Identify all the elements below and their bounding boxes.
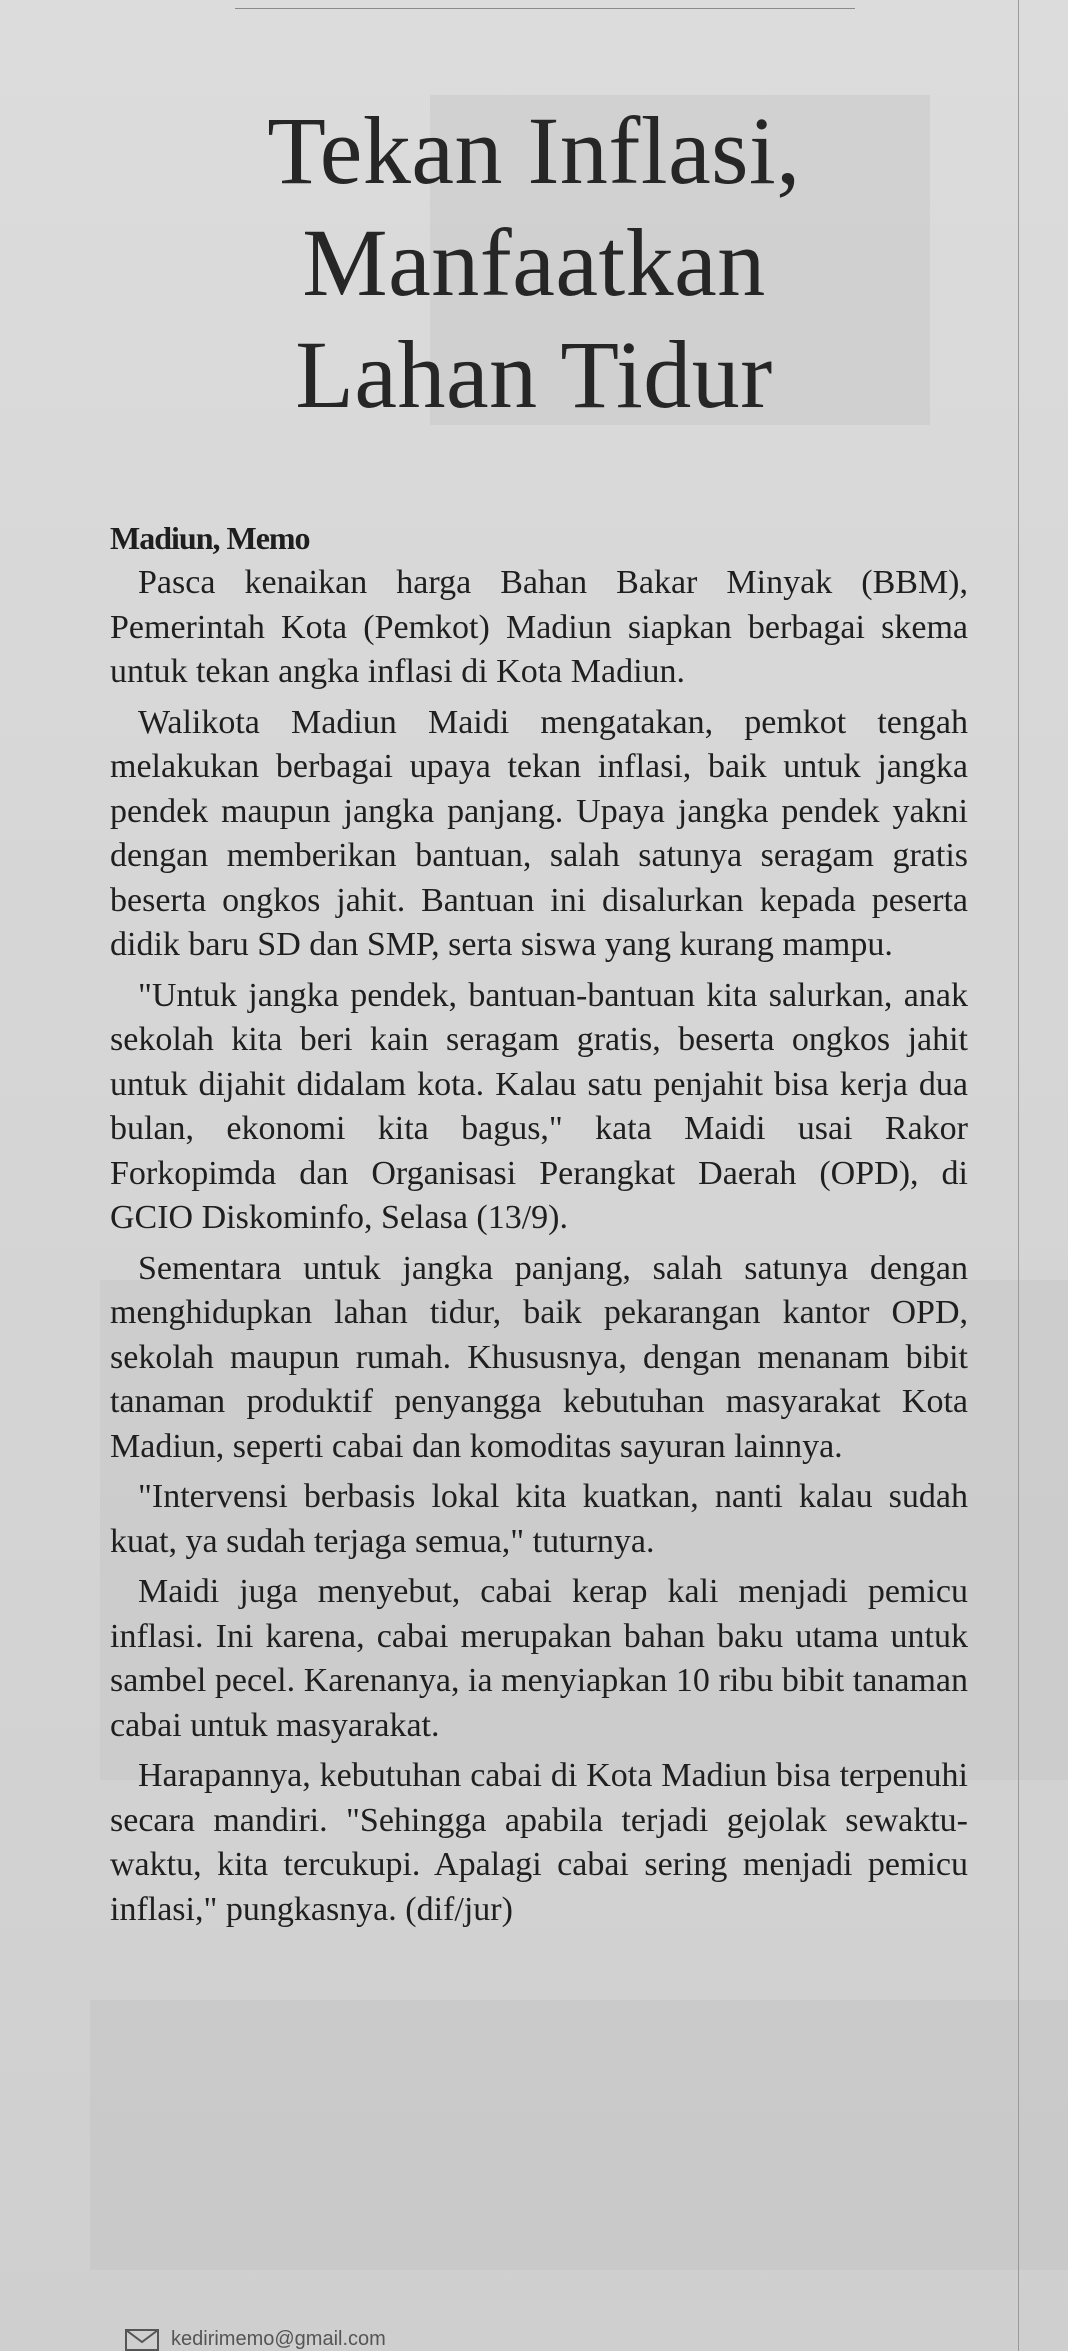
headline-line: Tekan Inflasi, bbox=[267, 97, 801, 204]
paragraph: Sementara untuk jangka panjang, salah satunya dengan menghidupkan lahan tidur, baik pekarangan kantor OPD, sekolah maupun rumah. Khususnya, dengan menanam bibit tanaman produktif penyangga kebutuhan masyarakat Kota Madiun, seperti cabai dan komoditas sayuran lainnya. bbox=[110, 1249, 968, 1465]
paragraph: Pasca kenaikan harga Bahan Bakar Minyak (BBM), Pemerintah Kota (Pemkot) Madiun siapkan berbagai skema untuk tekan angka inflasi di Kota Madiun. bbox=[110, 564, 968, 690]
footer-contact bbox=[125, 2328, 386, 2351]
paragraph: Harapannya, kebutuhan cabai di Kota Madiun bisa terpenuhi secara mandiri. "Sehingga apabila terjadi gejolak sewaktu-waktu, kita tercukupi. Apalagi cabai sering menjadi pemicu inflasi," pungkasnya. (dif/jur) bbox=[110, 1757, 968, 1928]
paragraph: Walikota Madiun Maidi mengatakan, pemkot tengah melakukan berbagai upaya tekan inflasi, baik untuk jangka pendek maupun jangka panjang. Upaya jangka pendek yakni dengan memberikan bantuan, salah satunya seragam gratis beserta ongkos jahit. Bantuan ini disalurkan kepada peserta didik baru SD dan SMP, serta siswa yang kurang mampu. bbox=[110, 703, 968, 963]
paragraph: "Untuk jangka pendek, bantuan-bantuan kita salurkan, anak sekolah kita beri kain seragam gratis, beserta ongkos jahit untuk dijahit didalam kota. Kalau satu penjahit bisa kerja dua bulan, ekonomi kita bagus," kata Maidi usai Rakor Forkopimda dan Organisasi Perangkat Daerah (OPD), di GCIO Diskominfo, Selasa (13/9). bbox=[110, 976, 968, 1236]
headline bbox=[60, 95, 1008, 431]
mail-icon bbox=[125, 2329, 159, 2351]
dateline: Madiun, Memo bbox=[110, 520, 310, 556]
top-divider bbox=[235, 8, 855, 9]
headline-line: Lahan Tidur bbox=[295, 321, 773, 428]
paragraph: Maidi juga menyebut, cabai kerap kali menjadi pemicu inflasi. Ini karena, cabai merupakan bahan baku utama untuk sambel pecel. Karenanya, ia menyiapkan 10 ribu bibit tanaman cabai untuk masyarakat. bbox=[110, 1573, 968, 1744]
column-divider bbox=[1018, 0, 1019, 2351]
article-body bbox=[110, 515, 968, 1938]
paragraph: "Intervensi berbasis lokal kita kuatkan, nanti kalau sudah kuat, ya sudah terjaga semua," tuturnya. bbox=[110, 1478, 968, 1560]
headline-line: Manfaatkan bbox=[302, 209, 766, 316]
background-show-through bbox=[90, 2000, 1068, 2270]
footer-email: kedirimemo@gmail.com bbox=[171, 2328, 386, 2350]
